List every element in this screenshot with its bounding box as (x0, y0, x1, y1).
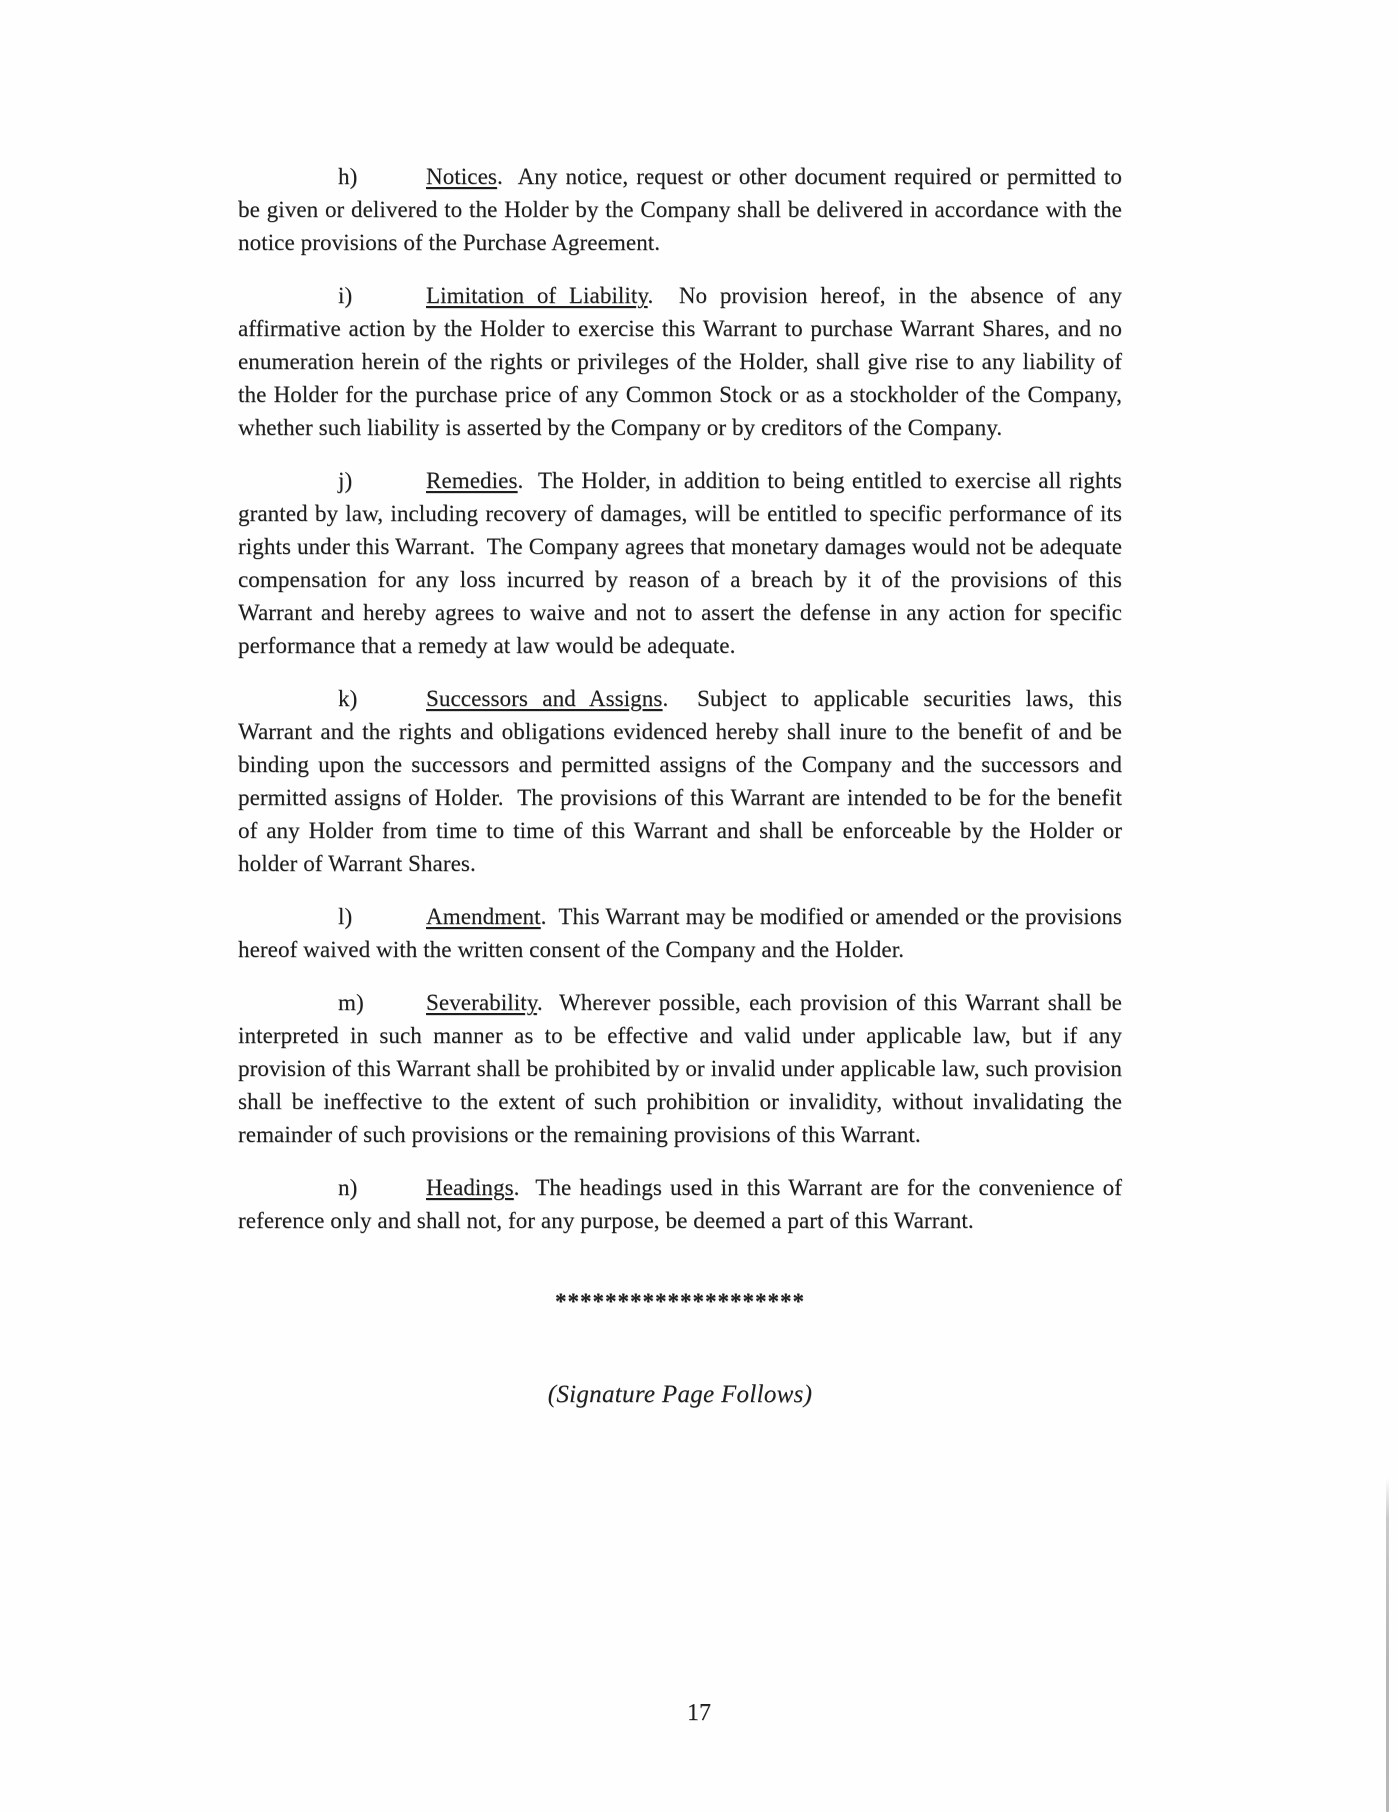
heading-separator: . (513, 1175, 536, 1200)
section-h-notices (238, 160, 1122, 259)
section-body-text: Wherever possible, each provision of this Warrant shall be interpreted in such manner as to be effective and valid under applicable law, but if any provision of this Warrant shall be prohibited by or invalid under applicable law, such provision shall be ineffective to the extent of such prohibition or invalidity, without invalidating the remainder of such provisions or the remaining provisions of this Warrant. (238, 990, 1122, 1147)
section-letter: h) (338, 164, 358, 189)
section-letter: n) (338, 1175, 358, 1200)
section-letter: j) (338, 468, 353, 493)
section-body-text: No provision hereof, in the absence of any affirmative action by the Holder to exercise this Warrant to purchase Warrant Shares, and no enumeration herein of the rights or privileges of the Holder, shall give rise to any liability of the Holder for the purchase price of any Common Stock or as a stockholder of the Company, whether such liability is asserted by the Company or by creditors of the Company. (238, 283, 1122, 440)
asterisk-divider: ******************** (555, 1289, 805, 1314)
section-l-amendment (238, 900, 1122, 966)
section-letter: k) (338, 686, 358, 711)
heading-separator: . (540, 904, 559, 929)
section-heading: Amendment (426, 904, 541, 929)
section-body-text: The headings used in this Warrant are for the convenience of reference only and shall not, for any purpose, be deemed a part of this Warrant. (238, 1175, 1122, 1233)
section-body-text: This Warrant may be modified or amended or the provisions hereof waived with the written consent of the Company and the Holder. (238, 904, 1122, 962)
heading-separator: . (662, 686, 698, 711)
section-heading: Limitation of Liability (426, 283, 648, 308)
section-heading: Headings (426, 1175, 514, 1200)
section-k-successors-and-assigns (238, 682, 1122, 880)
signature-page-note: (Signature Page Follows) (547, 1381, 813, 1408)
section-letter: l) (338, 904, 353, 929)
section-m-severability (238, 986, 1122, 1151)
section-letter: i) (338, 283, 353, 308)
heading-separator: . (536, 990, 559, 1015)
section-letter: m) (338, 990, 364, 1015)
section-j-remedies (238, 464, 1122, 662)
section-n-headings (238, 1171, 1122, 1237)
section-body-text: Subject to applicable securities laws, this Warrant and the rights and obligations evidenced hereby shall inure to the benefit of and be binding upon the successors and permitted assigns of the Company and the successors and permitted assigns of Holder. The provisions of this Warrant are intended to be for the benefit of any Holder from time to time of this Warrant and shall be enforceable by the Holder or holder of Warrant Shares. (238, 686, 1122, 876)
section-i-limitation-of-liability (238, 279, 1122, 444)
section-heading: Successors and Assigns (426, 686, 663, 711)
heading-separator: . (647, 283, 679, 308)
document-body (238, 160, 1122, 1409)
heading-separator: . (517, 468, 538, 493)
section-body-text: Any notice, request or other document required or permitted to be given or delivered to the Holder by the Company shall be delivered in accordance with the notice provisions of the Purchase Agreement. (238, 164, 1122, 255)
section-heading: Severability (426, 990, 537, 1015)
scan-edge-artifact (1386, 1478, 1389, 1812)
section-heading: Remedies (426, 468, 518, 493)
section-heading: Notices (426, 164, 497, 189)
heading-separator: . (496, 164, 518, 189)
section-body-text: The Holder, in addition to being entitled to exercise all rights granted by law, including recovery of damages, will be entitled to specific performance of its rights under this Warrant. The Company agrees that monetary damages would not be adequate compensation for any loss incurred by reason of a breach by it of the provisions of this Warrant and hereby agrees to waive and not to assert the defense in any action for specific performance that a remedy at law would be adequate. (238, 468, 1122, 658)
page-number: 17 (687, 1700, 711, 1726)
